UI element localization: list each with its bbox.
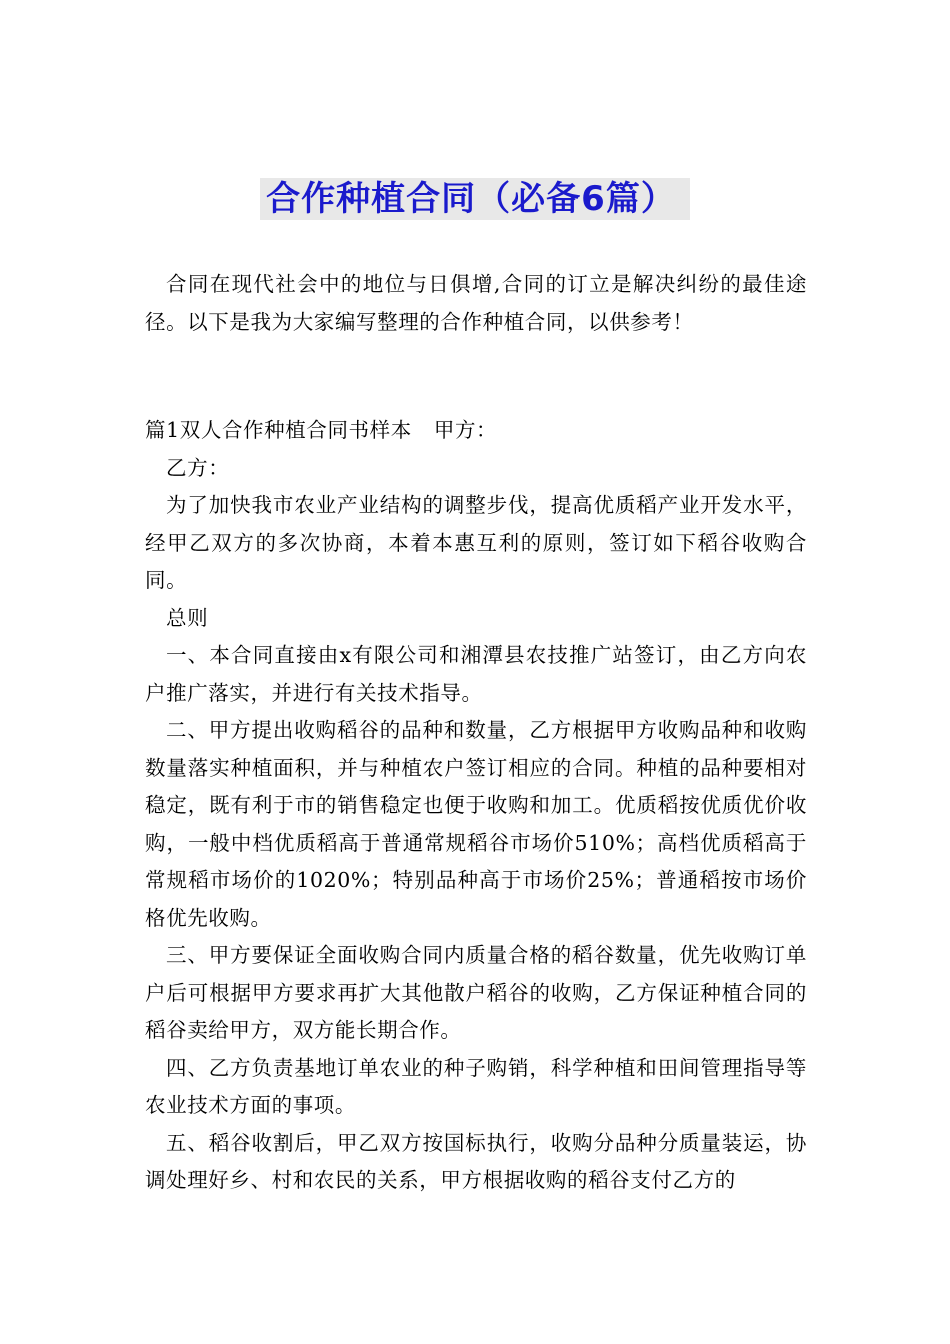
- paragraph-clause-3: 三、甲方要保证全面收购合同内质量合格的稻谷数量，优先收购订单户后可根据甲方要求再扩大其他散户稻谷的收购，乙方保证种植合同的稻谷卖给甲方，双方能长期合作。: [145, 943, 807, 1042]
- contract-section: [145, 412, 807, 1200]
- party-b-label: 乙方：: [166, 455, 230, 480]
- intro-paragraph: 合同在现代社会中的地位与日俱增,合同的订立是解决纠纷的最佳途径。以下是我为大家编写整理的合作种植合同，以供参考！: [145, 272, 807, 334]
- paragraph-clause-5: 五、稻谷收割后，甲乙双方按国标执行，收购分品种分质量装运，协调处理好乡、村和农民的关系，甲方根据收购的稻谷支付乙方的: [145, 1130, 807, 1192]
- title-container: [0, 178, 950, 220]
- party-a-label: 甲方：: [433, 418, 498, 442]
- document-title: 合作种植合同（必备6篇）: [260, 178, 690, 220]
- paragraph-general-heading: 总则: [166, 605, 209, 630]
- section-heading-line: [145, 412, 807, 450]
- section-heading: 篇1双人合作种植合同书样本: [145, 418, 412, 442]
- paragraph-clause-2: 二、甲方提出收购稻谷的品种和数量，乙方根据甲方收购品种和收购数量落实种植面积，并与种植农户签订相应的合同。种植的品种要相对稳定，既有利于市的销售稳定也便于收购和加工。优质稻按优质优价收购，一般中档优质稻高于普通常规稻谷市场价510%；高档优质稻高于常规稻市场价的1020%；特别品种高于市场价25%；普通稻按市场价格优先收购。: [145, 718, 807, 930]
- paragraph-clause-4: 四、乙方负责基地订单农业的种子购销，科学种植和田间管理指导等农业技术方面的事项。: [145, 1055, 807, 1117]
- paragraph-clause-1: 一、本合同直接由x有限公司和湘潭县农技推广站签订，由乙方向农户推广落实，并进行有关技术指导。: [145, 643, 807, 705]
- paragraph-purpose: 为了加快我市农业产业结构的调整步伐，提高优质稻产业开发水平，经甲乙双方的多次协商，本着本惠互利的原则，签订如下稻谷收购合同。: [145, 493, 807, 592]
- intro-section: [145, 266, 807, 341]
